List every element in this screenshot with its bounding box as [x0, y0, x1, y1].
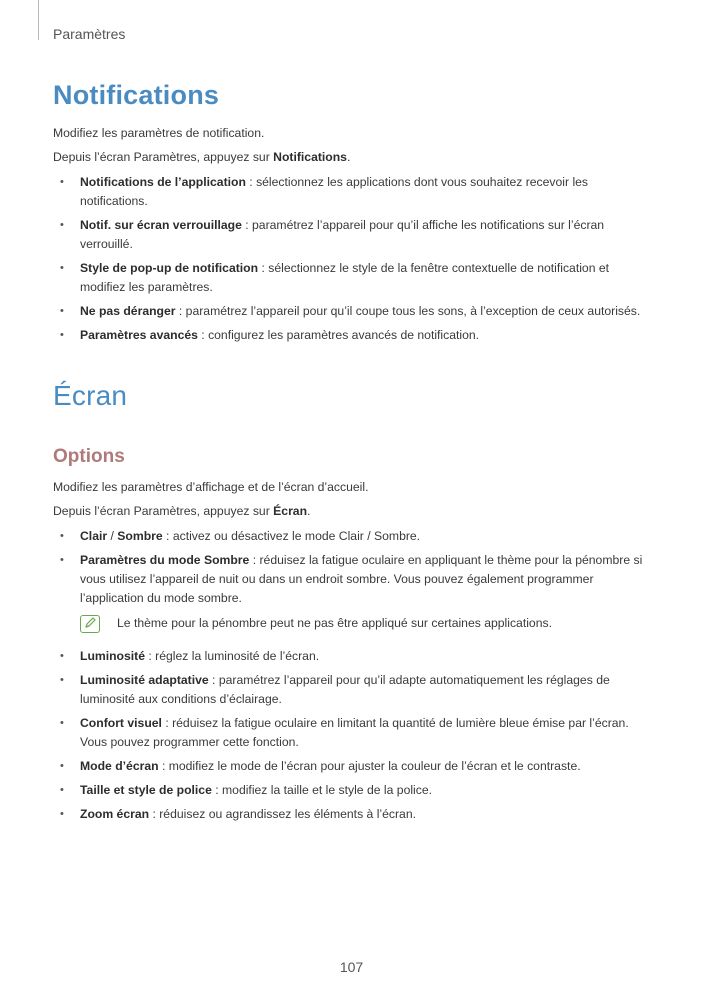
option-name: Notif. sur écran verrouillage [80, 218, 242, 232]
bullet-icon: • [60, 329, 64, 341]
note-block [80, 614, 640, 636]
list-item [53, 259, 643, 297]
notifications-heading: Notifications [53, 80, 220, 110]
option-name: Ne pas déranger [80, 304, 176, 318]
path-target: Notifications [273, 150, 347, 164]
note-text: Le thème pour la pénombre peut ne pas être appliqué sur certaines applications. [117, 616, 552, 630]
option-description: : paramétrez l’appareil pour qu’il coupe tous les sons, à l’exception de ceux autorisés. [175, 304, 641, 318]
list-item [53, 805, 643, 824]
note-pencil-icon [80, 615, 100, 633]
list-item [53, 216, 643, 254]
list-item [53, 647, 643, 666]
option-name: Taille et style de police [80, 783, 212, 797]
option-description: : modifiez le mode de l’écran pour ajuster la couleur de l’écran et le contraste. [158, 759, 581, 773]
bullet-icon: • [60, 219, 64, 231]
ecran-path [53, 502, 310, 521]
notifications-options-list [53, 173, 643, 350]
bullet-icon: • [60, 305, 64, 317]
bullet-icon: • [60, 554, 64, 566]
option-description: : paramétrez l’appareil pour qu’il adapte automatiquement les réglages de luminosité aux conditions d’éclairage. [80, 673, 610, 706]
bullet-icon: • [60, 530, 64, 542]
option-name: Clair [80, 529, 108, 543]
bullet-icon: • [60, 674, 64, 686]
path-prefix: Depuis l’écran Paramètres, appuyez sur [53, 504, 274, 518]
options-subheading: Options [53, 446, 125, 467]
option-name: Paramètres du mode Sombre [80, 553, 250, 567]
path-suffix: . [307, 504, 311, 518]
list-item [53, 302, 643, 321]
option-description: : configurez les paramètres avancés de notification. [197, 328, 480, 342]
list-item [53, 173, 643, 211]
option-separator: / [107, 529, 118, 543]
ecran-intro: Modifiez les paramètres d’affichage et de l’écran d’accueil. [53, 480, 369, 494]
bullet-icon: • [60, 650, 64, 662]
option-name: Notifications de l’application [80, 175, 246, 189]
bullet-icon: • [60, 784, 64, 796]
option-name-2: Sombre [117, 529, 163, 543]
notifications-path [53, 148, 350, 167]
list-item [53, 527, 643, 546]
bullet-icon: • [60, 262, 64, 274]
option-name: Luminosité adaptative [80, 673, 209, 687]
list-item [53, 671, 643, 709]
option-description: : réduisez la fatigue oculaire en appliquant le thème pour la pénombre si vous utilisez l’appareil de nuit ou dans un endroit sombre. Vous pouvez également programmer l’application du mode sombre. [80, 553, 643, 605]
option-name: Zoom écran [80, 807, 150, 821]
option-description: : paramétrez l’appareil pour qu’il affiche les notifications sur l’écran verrouillé. [80, 218, 605, 251]
list-item [53, 551, 643, 608]
list-item [53, 757, 643, 776]
notifications-intro: Modifiez les paramètres de notification. [53, 126, 265, 140]
option-name: Style de pop-up de notification [80, 261, 259, 275]
option-name: Luminosité [80, 649, 146, 663]
option-description: : modifiez la taille et le style de la police. [211, 783, 433, 797]
bullet-icon: • [60, 176, 64, 188]
bullet-icon: • [60, 760, 64, 772]
page-number: 107 [339, 959, 364, 975]
bullet-icon: • [60, 717, 64, 729]
list-item [53, 326, 643, 345]
option-description: : activez ou désactivez le mode Clair / Sombre. [162, 529, 421, 543]
list-item [53, 714, 643, 752]
option-description: : sélectionnez le style de la fenêtre contextuelle de notification et modifiez les paramètres. [80, 261, 610, 294]
option-name: Mode d’écran [80, 759, 159, 773]
bullet-icon: • [60, 808, 64, 820]
option-description: : réduisez la fatigue oculaire en limitant la quantité de lumière bleue émise par l’écran. Vous pouvez programmer cette fonction. [80, 716, 629, 749]
ecran-options-list-b [53, 647, 643, 829]
header-rule [38, 0, 39, 40]
option-name: Confort visuel [80, 716, 162, 730]
list-item [53, 781, 643, 800]
path-prefix: Depuis l’écran Paramètres, appuyez sur [53, 150, 274, 164]
option-description: : réglez la luminosité de l’écran. [145, 649, 320, 663]
option-description: : sélectionnez les applications dont vous souhaitez recevoir les notifications. [80, 175, 589, 208]
path-target: Écran [273, 504, 308, 518]
ecran-heading: Écran [53, 380, 128, 411]
running-header: Paramètres [53, 26, 126, 42]
ecran-options-list-a [53, 527, 643, 613]
option-description: : réduisez ou agrandissez les éléments à l’écran. [149, 807, 417, 821]
path-suffix: . [346, 150, 351, 164]
option-name: Paramètres avancés [80, 328, 198, 342]
